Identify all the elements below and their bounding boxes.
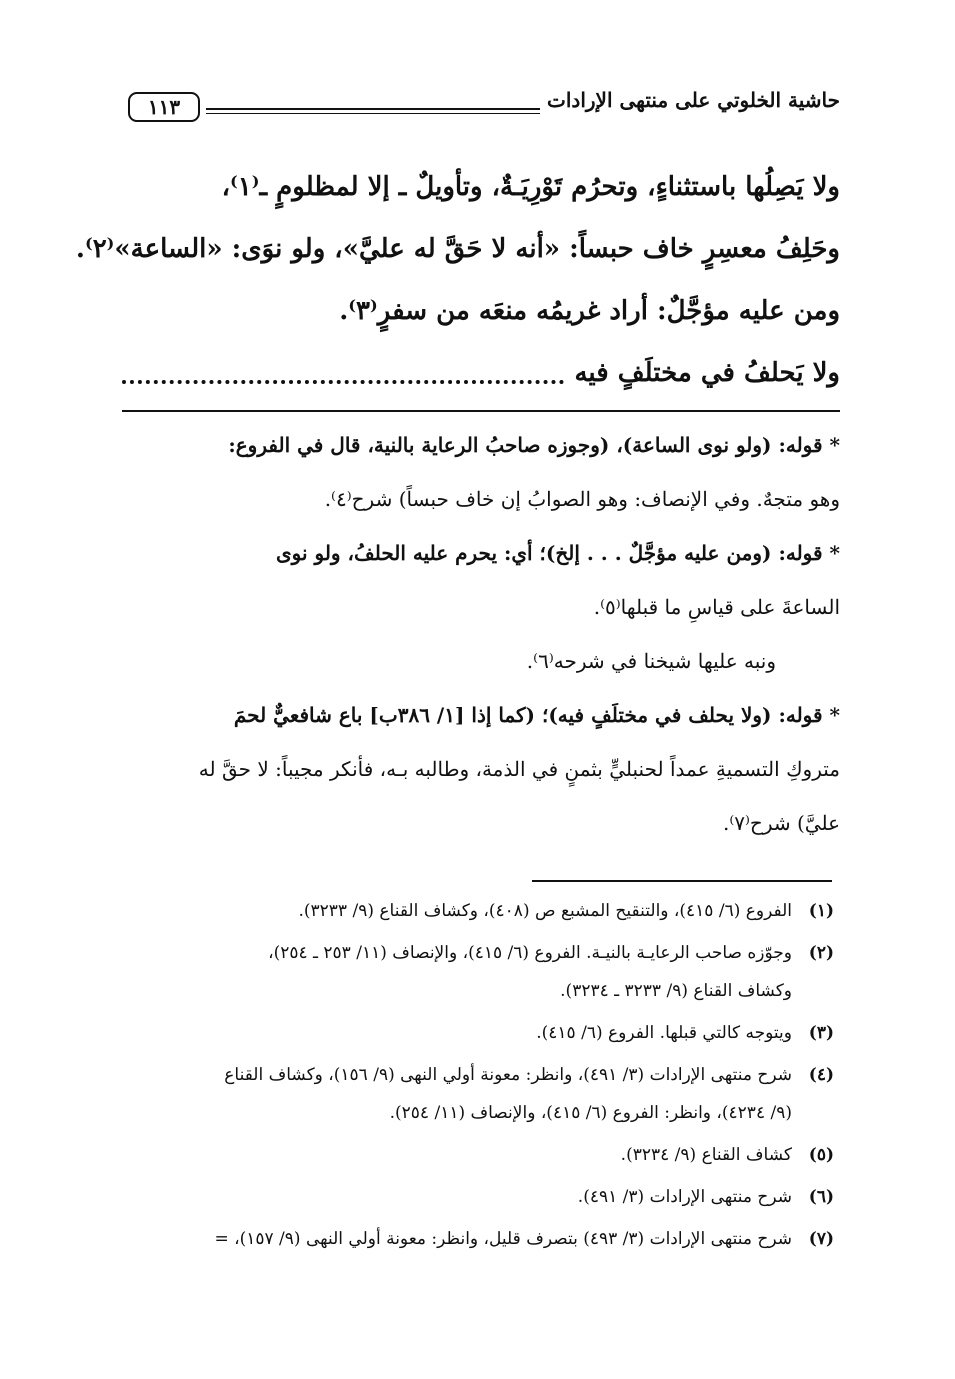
main-line: وحَلِفُ معسِرٍ خاف حبساً: «أنه لا حَقَّ له عليَّ»، ولو نوَى: «الساعة»⁽٢⁾.: [75, 234, 840, 264]
footnote-number: (٧): [808, 1229, 834, 1249]
footnote-text: شرح منتهى الإرادات (٣/ ٤٩٣) بتصرف قليل، وانظر: معونة أولي النهى (٩/ ١٥٧)، =: [214, 1229, 792, 1249]
footnotes: [122, 892, 834, 1258]
footnote: [122, 1056, 834, 1132]
main-line: ولا يَصِلُها باستثناءٍ، وتحرُم تَوْرِيَـةٌ، وتأويلٌ ـ إلا لمظلومٍ ـ⁽١⁾،: [221, 172, 840, 202]
footnote-number: (٢): [808, 943, 834, 963]
running-title: حاشية الخلوتي على منتهى الإرادات: [547, 88, 840, 112]
dotted-leader: [122, 362, 564, 384]
footnote-text: شرح منتهى الإرادات (٣/ ٤٩١)، وانظر: معونة أولي النهى (٩/ ١٥٦)، وكشاف القناع: [224, 1065, 792, 1085]
commentary-line: ونبه عليها شيخنا في شرحه⁽٦⁾.: [526, 649, 776, 673]
footnote: [122, 1014, 834, 1052]
footnote-number: (١): [808, 901, 834, 921]
footnote: [122, 1178, 834, 1216]
page-number: ١١٣: [128, 92, 200, 122]
main-line: ولا يَحلفُ في مختلَفٍ فيه: [574, 358, 840, 388]
footnote-text: وجوّزه صاحب الرعايـة بالنيـة. الفروع (٦/ ٤١٥)، والإنصاف (١١/ ٢٥٣ ـ ٢٥٤)،: [268, 943, 792, 963]
commentary-line: * قوله: (ولو نوى الساعة)، (وجوزه صاحبُ الرعاية بالنية، قال في الفروع:: [228, 433, 840, 457]
commentary-line: * قوله: (ومن عليه مؤجَّلٌ . . . إلخ)؛ أي: يحرم عليه الحلفُ، ولو نوى: [275, 541, 840, 565]
section-divider: [122, 410, 840, 412]
footnote: [122, 934, 834, 1010]
header-rule-thin: [206, 113, 540, 114]
header-rule: [206, 108, 540, 110]
footnote-divider: [532, 880, 832, 882]
commentary-line: متروكِ التسميةِ عمداً لحنبليٍّ بثمنٍ في الذمة، وطالبه بـه، فأنكر مجيباً: لا حقَّ له: [198, 757, 840, 781]
footnote-text: وكشاف القناع (٩/ ٣٢٣٣ ـ ٣٢٣٤).: [560, 981, 792, 1001]
footnote-number: (٣): [808, 1023, 834, 1043]
footnote-text: شرح منتهى الإرادات (٣/ ٤٩١).: [577, 1187, 792, 1207]
footnote: [122, 1220, 834, 1258]
footnote-text: (٩/ ٤٢٣٤)، وانظر: الفروع (٦/ ٤١٥)، والإنصاف (١١/ ٢٥٤).: [389, 1103, 792, 1123]
footnote-number: (٤): [808, 1065, 834, 1085]
footnote-number: (٦): [808, 1187, 834, 1207]
main-line-dotted: [122, 342, 840, 404]
footnote-text: الفروع (٦/ ٤١٥)، والتنقيح المشبع ص (٤٠٨)، وكشاف القناع (٩/ ٣٢٣٣).: [298, 901, 792, 921]
page-header: [128, 88, 840, 128]
commentary-line: وهو متجهٌ. وفي الإنصاف: وهو الصوابُ إن خاف حبساً) شرح⁽٤⁾.: [324, 487, 840, 511]
footnote: [122, 892, 834, 930]
commentary-line: عليَّ) شرح⁽٧⁾.: [722, 811, 840, 835]
footnote-text: كشاف القناع (٩/ ٣٢٣٤).: [620, 1145, 792, 1165]
footnote: [122, 1136, 834, 1174]
commentary-line: الساعةَ على قياسِ ما قبلها⁽٥⁾.: [593, 595, 840, 619]
main-line: ومن عليه مؤجَّلٌ: أراد غريمُه منعَه من سفرٍ⁽٣⁾.: [339, 296, 840, 326]
footnote-number: (٥): [808, 1145, 834, 1165]
commentary-line: * قوله: (ولا يحلف في مختلَفٍ فيه)؛ (كما إذا [١/ ٣٨٦ب] باع شافعيٌّ لحمَ: [233, 703, 840, 727]
footnote-text: ويتوجه كالتي قبلها. الفروع (٦/ ٤١٥).: [536, 1023, 792, 1043]
main-text: [75, 156, 840, 404]
commentary: [122, 418, 840, 850]
